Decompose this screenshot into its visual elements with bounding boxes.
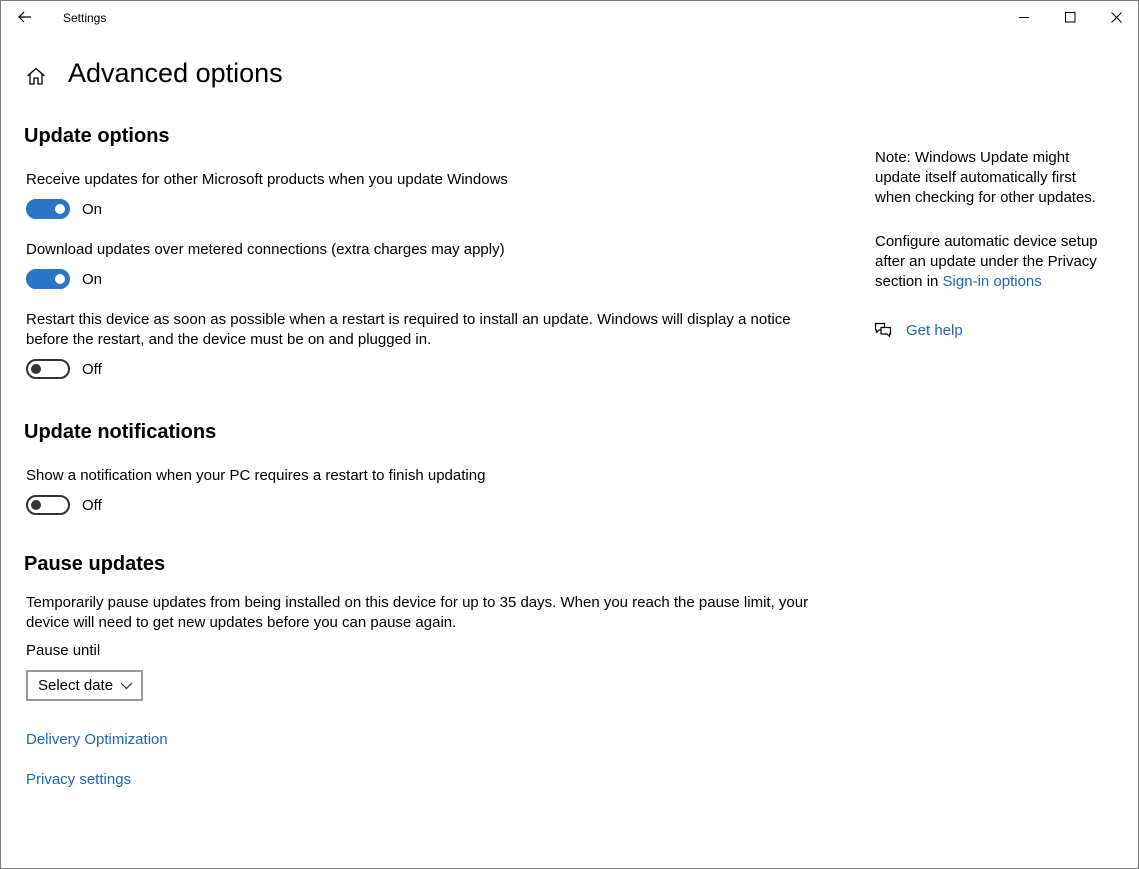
toggle-row-restart — [26, 359, 102, 379]
setting-label-other-products: Receive updates for other Microsoft products when you update Windows — [26, 171, 508, 188]
minimize-icon — [1019, 12, 1030, 23]
toggle-state-label: Off — [82, 496, 102, 514]
back-arrow-icon — [18, 11, 32, 23]
chevron-down-icon — [120, 679, 133, 692]
delivery-optimization-link[interactable]: Delivery Optimization — [26, 731, 168, 748]
toggle-restart[interactable] — [26, 359, 70, 379]
title-bar — [1, 1, 1138, 33]
toggle-other-products[interactable] — [26, 199, 70, 219]
pause-description: Temporarily pause updates from being installed on this device for up to 35 days. When you reach the pause limit, your device will need to get new updates before you can pause again. — [26, 594, 809, 631]
chat-help-icon — [874, 322, 892, 338]
maximize-button[interactable] — [1047, 1, 1093, 33]
home-button[interactable] — [23, 63, 49, 89]
side-note: Note: Windows Update might update itself automatically first when checking for other updates. — [875, 149, 1096, 206]
toggle-state-label: Off — [82, 360, 102, 378]
sign-in-options-link[interactable]: Sign-in options — [942, 273, 1042, 290]
section-title-pause-updates: Pause updates — [24, 553, 166, 575]
setting-label-restart-notification: Show a notification when your PC requires a restart to finish updating — [26, 467, 486, 484]
toggle-knob — [55, 204, 65, 214]
get-help-link[interactable] — [874, 319, 963, 341]
privacy-settings-link[interactable]: Privacy settings — [26, 771, 132, 788]
app-title: Settings — [63, 11, 107, 25]
toggle-knob — [55, 274, 65, 284]
minimize-button[interactable] — [1001, 1, 1047, 33]
back-button[interactable] — [9, 3, 41, 31]
toggle-knob — [31, 500, 41, 510]
toggle-metered[interactable] — [26, 269, 70, 289]
toggle-state-label: On — [82, 270, 103, 288]
toggle-knob — [31, 364, 41, 374]
section-title-update-notifications: Update notifications — [24, 421, 217, 443]
pause-date-select-value: Select date — [38, 677, 114, 694]
toggle-state-label: On — [82, 200, 103, 218]
pause-date-select[interactable] — [26, 670, 143, 701]
home-icon — [26, 67, 46, 85]
close-button[interactable] — [1093, 1, 1139, 33]
section-title-update-options: Update options — [24, 125, 170, 147]
setting-label-metered: Download updates over metered connections (extra charges may apply) — [26, 241, 505, 258]
setting-label-restart: Restart this device as soon as possible when a restart is required to install an update. Windows will display a notice before the restart, and the device must be on and plugged in. — [26, 311, 791, 348]
page-title: Advanced options — [68, 58, 283, 88]
side-configure — [875, 232, 1115, 292]
get-help-text: Get help — [906, 321, 963, 339]
toggle-row-other-products — [26, 199, 102, 219]
close-icon — [1111, 12, 1122, 23]
toggle-restart-notification[interactable] — [26, 495, 70, 515]
toggle-row-restart-notification — [26, 495, 102, 515]
toggle-row-metered — [26, 269, 102, 289]
maximize-icon — [1065, 12, 1076, 23]
side-configure-text: Configure automatic device setup after an update under the Privacy section in — [875, 233, 1098, 290]
pause-until-label: Pause until — [26, 642, 101, 659]
